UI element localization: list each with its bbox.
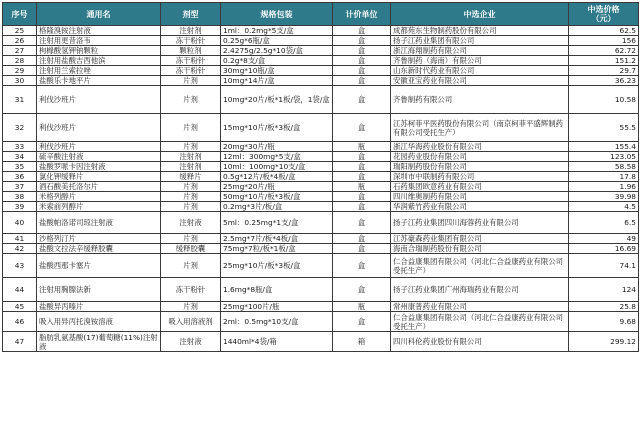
cell-unit: 箱 bbox=[333, 332, 391, 352]
cell-name: 利伐沙班片 bbox=[37, 114, 161, 142]
cell-spec: 75mg*7粒/板*1板/盒 bbox=[221, 244, 333, 254]
cell-name: 米索前列醇片 bbox=[37, 202, 161, 212]
cell-price: 36.23 bbox=[569, 76, 639, 86]
table-row bbox=[3, 234, 639, 244]
cell-price: 25.8 bbox=[569, 302, 639, 312]
table-row bbox=[3, 254, 639, 278]
cell-spec: 20mg*30片/瓶 bbox=[221, 142, 333, 152]
cell-form: 颗粒剂 bbox=[161, 46, 221, 56]
cell-company: 扬子江药业集团有限公司 bbox=[391, 36, 569, 46]
cell-form: 注射液 bbox=[161, 332, 221, 352]
table-row bbox=[3, 114, 639, 142]
cell-num: 45 bbox=[3, 302, 37, 312]
cell-form: 注射剂 bbox=[161, 162, 221, 172]
table-body bbox=[3, 26, 639, 352]
table-row bbox=[3, 182, 639, 192]
cell-price: 6.5 bbox=[569, 212, 639, 234]
cell-unit: 瓶 bbox=[333, 302, 391, 312]
cell-num: 46 bbox=[3, 312, 37, 332]
cell-unit: 盒 bbox=[333, 76, 391, 86]
cell-spec: 1.6mg*8瓶/盒 bbox=[221, 278, 333, 302]
cell-form: 片剂 bbox=[161, 254, 221, 278]
cell-unit: 盒 bbox=[333, 26, 391, 36]
table-row bbox=[3, 244, 639, 254]
header-price-line1: 中选价格 bbox=[587, 5, 620, 14]
cell-price: 39.98 bbox=[569, 192, 639, 202]
cell-name: 格隆溴铵注射液 bbox=[37, 26, 161, 36]
header-num: 序号 bbox=[3, 3, 37, 26]
table-row bbox=[3, 278, 639, 302]
cell-name: 注射用胸腺法新 bbox=[37, 278, 161, 302]
cell-name: 盐酸帕洛诺司琼注射液 bbox=[37, 212, 161, 234]
cell-company: 深圳市中联制药有限公司 bbox=[391, 172, 569, 182]
table-row bbox=[3, 66, 639, 76]
cell-company: 常州康普药业有限公司 bbox=[391, 302, 569, 312]
cell-company: 仁合益康集团有限公司（河北仁合益康药业有限公司受托生产） bbox=[391, 254, 569, 278]
cell-company: 齐鲁制药有限公司 bbox=[391, 86, 569, 114]
cell-spec: 0.2g*8支/盒 bbox=[221, 56, 333, 66]
cell-form: 缓释片 bbox=[161, 172, 221, 182]
cell-name: 盐酸异丙嗪片 bbox=[37, 302, 161, 312]
procurement-table bbox=[2, 2, 639, 352]
header-form: 剂型 bbox=[161, 3, 221, 26]
cell-num: 43 bbox=[3, 254, 37, 278]
table-row bbox=[3, 332, 639, 352]
cell-price: 55.5 bbox=[569, 114, 639, 142]
cell-name: 利伐沙班片 bbox=[37, 86, 161, 114]
cell-name: 利伐沙班片 bbox=[37, 142, 161, 152]
cell-spec: 50mg*10片/板*3板/盒 bbox=[221, 192, 333, 202]
table-row bbox=[3, 202, 639, 212]
cell-name: 注射用盐酸吉西他滨 bbox=[37, 56, 161, 66]
cell-price: 1.96 bbox=[569, 182, 639, 192]
cell-name: 盐酸罗哌卡因注射液 bbox=[37, 162, 161, 172]
header-row bbox=[3, 3, 639, 26]
cell-unit: 盒 bbox=[333, 46, 391, 56]
cell-form: 冻干粉针 bbox=[161, 56, 221, 66]
cell-spec: 0.2mg*3片/板/盒 bbox=[221, 202, 333, 212]
cell-company: 安徽亚宝药业有限公司 bbox=[391, 76, 569, 86]
cell-spec: 1440ml*4袋/箱 bbox=[221, 332, 333, 352]
cell-price: 16.69 bbox=[569, 244, 639, 254]
cell-name: 硫辛酸注射液 bbox=[37, 152, 161, 162]
table-row bbox=[3, 142, 639, 152]
cell-name: 沙格列汀片 bbox=[37, 234, 161, 244]
header-name: 通用名 bbox=[37, 3, 161, 26]
cell-form: 片剂 bbox=[161, 182, 221, 192]
cell-unit: 瓶 bbox=[333, 142, 391, 152]
cell-company: 石药集团欧意药业有限公司 bbox=[391, 182, 569, 192]
table-row bbox=[3, 302, 639, 312]
cell-form: 片剂 bbox=[161, 114, 221, 142]
cell-name: 注射用更昔洛韦 bbox=[37, 36, 161, 46]
cell-num: 29 bbox=[3, 66, 37, 76]
cell-num: 37 bbox=[3, 182, 37, 192]
cell-form: 吸入用溶液剂 bbox=[161, 312, 221, 332]
cell-unit: 盒 bbox=[333, 202, 391, 212]
cell-company: 山东新时代药业有限公司 bbox=[391, 66, 569, 76]
cell-form: 片剂 bbox=[161, 142, 221, 152]
table-row bbox=[3, 172, 639, 182]
cell-company: 浙江海翔制药有限公司 bbox=[391, 46, 569, 56]
cell-form: 注射剂 bbox=[161, 152, 221, 162]
cell-price: 155.4 bbox=[569, 142, 639, 152]
cell-name: 枸橼酸氢钾钠颗粒 bbox=[37, 46, 161, 56]
cell-company: 扬子江药业集团四川海蓉药业有限公司 bbox=[391, 212, 569, 234]
cell-price: 17.8 bbox=[569, 172, 639, 182]
cell-num: 38 bbox=[3, 192, 37, 202]
cell-num: 36 bbox=[3, 172, 37, 182]
cell-price: 156 bbox=[569, 36, 639, 46]
cell-unit: 盒 bbox=[333, 212, 391, 234]
cell-unit: 盒 bbox=[333, 234, 391, 244]
cell-spec: 10mg*14片/盒 bbox=[221, 76, 333, 86]
cell-spec: 25mg*10片/板*3板/盒 bbox=[221, 254, 333, 278]
cell-num: 34 bbox=[3, 152, 37, 162]
cell-num: 31 bbox=[3, 86, 37, 114]
header-company: 中选企业 bbox=[391, 3, 569, 26]
cell-price: 49 bbox=[569, 234, 639, 244]
cell-unit: 盒 bbox=[333, 36, 391, 46]
cell-company: 仁合益康集团有限公司（河北仁合益康药业有限公司受托生产） bbox=[391, 312, 569, 332]
cell-price: 299.12 bbox=[569, 332, 639, 352]
table-row bbox=[3, 192, 639, 202]
cell-spec: 25mg*100片/瓶 bbox=[221, 302, 333, 312]
cell-form: 片剂 bbox=[161, 302, 221, 312]
table-row bbox=[3, 86, 639, 114]
cell-unit: 盒 bbox=[333, 312, 391, 332]
cell-spec: 0.25g*6瓶/盒 bbox=[221, 36, 333, 46]
table-row bbox=[3, 36, 639, 46]
cell-spec: 5ml：0.25mg*1支/盒 bbox=[221, 212, 333, 234]
cell-price: 9.68 bbox=[569, 312, 639, 332]
cell-spec: 10mg*20片/板*1板/袋，1袋/盒 bbox=[221, 86, 333, 114]
cell-price: 151.2 bbox=[569, 56, 639, 66]
cell-unit: 盒 bbox=[333, 152, 391, 162]
cell-unit: 盒 bbox=[333, 244, 391, 254]
cell-company: 成都苑东生物制药股份有限公司 bbox=[391, 26, 569, 36]
cell-spec: 25mg*20片/瓶 bbox=[221, 182, 333, 192]
cell-company: 华润紫竹药业有限公司 bbox=[391, 202, 569, 212]
cell-name: 吸入用异丙托溴铵溶液 bbox=[37, 312, 161, 332]
cell-company: 四川维奥制药有限公司 bbox=[391, 192, 569, 202]
cell-num: 30 bbox=[3, 76, 37, 86]
cell-unit: 盒 bbox=[333, 192, 391, 202]
cell-spec: 2.5mg*7片/板*4板/盒 bbox=[221, 234, 333, 244]
cell-name: 脂肪乳氨基酸(17)葡萄糖(11%)注射液 bbox=[37, 332, 161, 352]
cell-num: 47 bbox=[3, 332, 37, 352]
cell-form: 片剂 bbox=[161, 202, 221, 212]
cell-form: 片剂 bbox=[161, 76, 221, 86]
cell-company: 齐鲁制药（海南）有限公司 bbox=[391, 56, 569, 66]
cell-price: 62.5 bbox=[569, 26, 639, 36]
cell-price: 10.58 bbox=[569, 86, 639, 114]
table-row bbox=[3, 26, 639, 36]
cell-num: 25 bbox=[3, 26, 37, 36]
table-row bbox=[3, 312, 639, 332]
cell-price: 58.58 bbox=[569, 162, 639, 172]
cell-name: 盐酸乐卡地平片 bbox=[37, 76, 161, 86]
cell-spec: 2.4275g/2.5g*10袋/盒 bbox=[221, 46, 333, 56]
cell-unit: 盒 bbox=[333, 172, 391, 182]
header-price bbox=[569, 3, 639, 26]
cell-unit: 盒 bbox=[333, 66, 391, 76]
cell-num: 32 bbox=[3, 114, 37, 142]
cell-form: 片剂 bbox=[161, 234, 221, 244]
cell-price: 62.72 bbox=[569, 46, 639, 56]
cell-spec: 30mg*10瓶/盒 bbox=[221, 66, 333, 76]
cell-price: 29.7 bbox=[569, 66, 639, 76]
cell-name: 氯化钾缓释片 bbox=[37, 172, 161, 182]
cell-spec: 10ml：100mg*10支/盒 bbox=[221, 162, 333, 172]
header-spec: 规格包装 bbox=[221, 3, 333, 26]
cell-unit: 盒 bbox=[333, 56, 391, 66]
cell-price: 123.05 bbox=[569, 152, 639, 162]
cell-name: 米格列醇片 bbox=[37, 192, 161, 202]
cell-num: 28 bbox=[3, 56, 37, 66]
cell-price: 4.5 bbox=[569, 202, 639, 212]
cell-num: 35 bbox=[3, 162, 37, 172]
table-row bbox=[3, 76, 639, 86]
cell-company: 花园药业股份有限公司 bbox=[391, 152, 569, 162]
cell-unit: 盒 bbox=[333, 278, 391, 302]
cell-name: 盐酸文拉法辛缓释胶囊 bbox=[37, 244, 161, 254]
table-row bbox=[3, 46, 639, 56]
cell-form: 片剂 bbox=[161, 192, 221, 202]
cell-name: 酒石酸美托洛尔片 bbox=[37, 182, 161, 192]
cell-price: 74.1 bbox=[569, 254, 639, 278]
cell-num: 42 bbox=[3, 244, 37, 254]
cell-spec: 1ml：0.2mg*5支/盒 bbox=[221, 26, 333, 36]
cell-form: 缓释胶囊 bbox=[161, 244, 221, 254]
cell-name: 盐酸西那卡塞片 bbox=[37, 254, 161, 278]
cell-num: 40 bbox=[3, 212, 37, 234]
cell-company: 四川科伦药业股份有限公司 bbox=[391, 332, 569, 352]
cell-form: 注射剂 bbox=[161, 26, 221, 36]
cell-num: 26 bbox=[3, 36, 37, 46]
header-unit: 计价单位 bbox=[333, 3, 391, 26]
cell-unit: 盒 bbox=[333, 254, 391, 278]
cell-company: 江苏豪森药业集团有限公司 bbox=[391, 234, 569, 244]
cell-form: 冻干粉针 bbox=[161, 36, 221, 46]
cell-unit: 瓶 bbox=[333, 182, 391, 192]
header-price-line2: （元） bbox=[591, 14, 616, 23]
cell-company: 瑞阳制药股份有限公司 bbox=[391, 162, 569, 172]
cell-unit: 盒 bbox=[333, 114, 391, 142]
cell-form: 注射液 bbox=[161, 212, 221, 234]
cell-num: 27 bbox=[3, 46, 37, 56]
cell-num: 44 bbox=[3, 278, 37, 302]
cell-spec: 12ml：300mg*5支/盒 bbox=[221, 152, 333, 162]
cell-unit: 盒 bbox=[333, 86, 391, 114]
table-row bbox=[3, 212, 639, 234]
cell-form: 冻干粉针 bbox=[161, 278, 221, 302]
cell-form: 片剂 bbox=[161, 86, 221, 114]
cell-company: 浙江华海药业股份有限公司 bbox=[391, 142, 569, 152]
cell-form: 冻干粉针 bbox=[161, 66, 221, 76]
cell-spec: 15mg*10片/板*3板/盒 bbox=[221, 114, 333, 142]
cell-price: 124 bbox=[569, 278, 639, 302]
table-row bbox=[3, 152, 639, 162]
cell-company: 海南合瑞制药股份有限公司 bbox=[391, 244, 569, 254]
cell-company: 江苏柯菲平医药股份有限公司（南京柯菲平盛辉制药有限公司受托生产） bbox=[391, 114, 569, 142]
cell-num: 33 bbox=[3, 142, 37, 152]
table-row bbox=[3, 56, 639, 66]
cell-spec: 0.5g*12片/板*4板/盒 bbox=[221, 172, 333, 182]
cell-company: 扬子江药业集团广州海瑞药业有限公司 bbox=[391, 278, 569, 302]
cell-unit: 盒 bbox=[333, 162, 391, 172]
cell-num: 39 bbox=[3, 202, 37, 212]
cell-name: 注射用兰索拉唑 bbox=[37, 66, 161, 76]
table-row bbox=[3, 162, 639, 172]
cell-num: 41 bbox=[3, 234, 37, 244]
cell-spec: 2ml：0.5mg*10支/盒 bbox=[221, 312, 333, 332]
